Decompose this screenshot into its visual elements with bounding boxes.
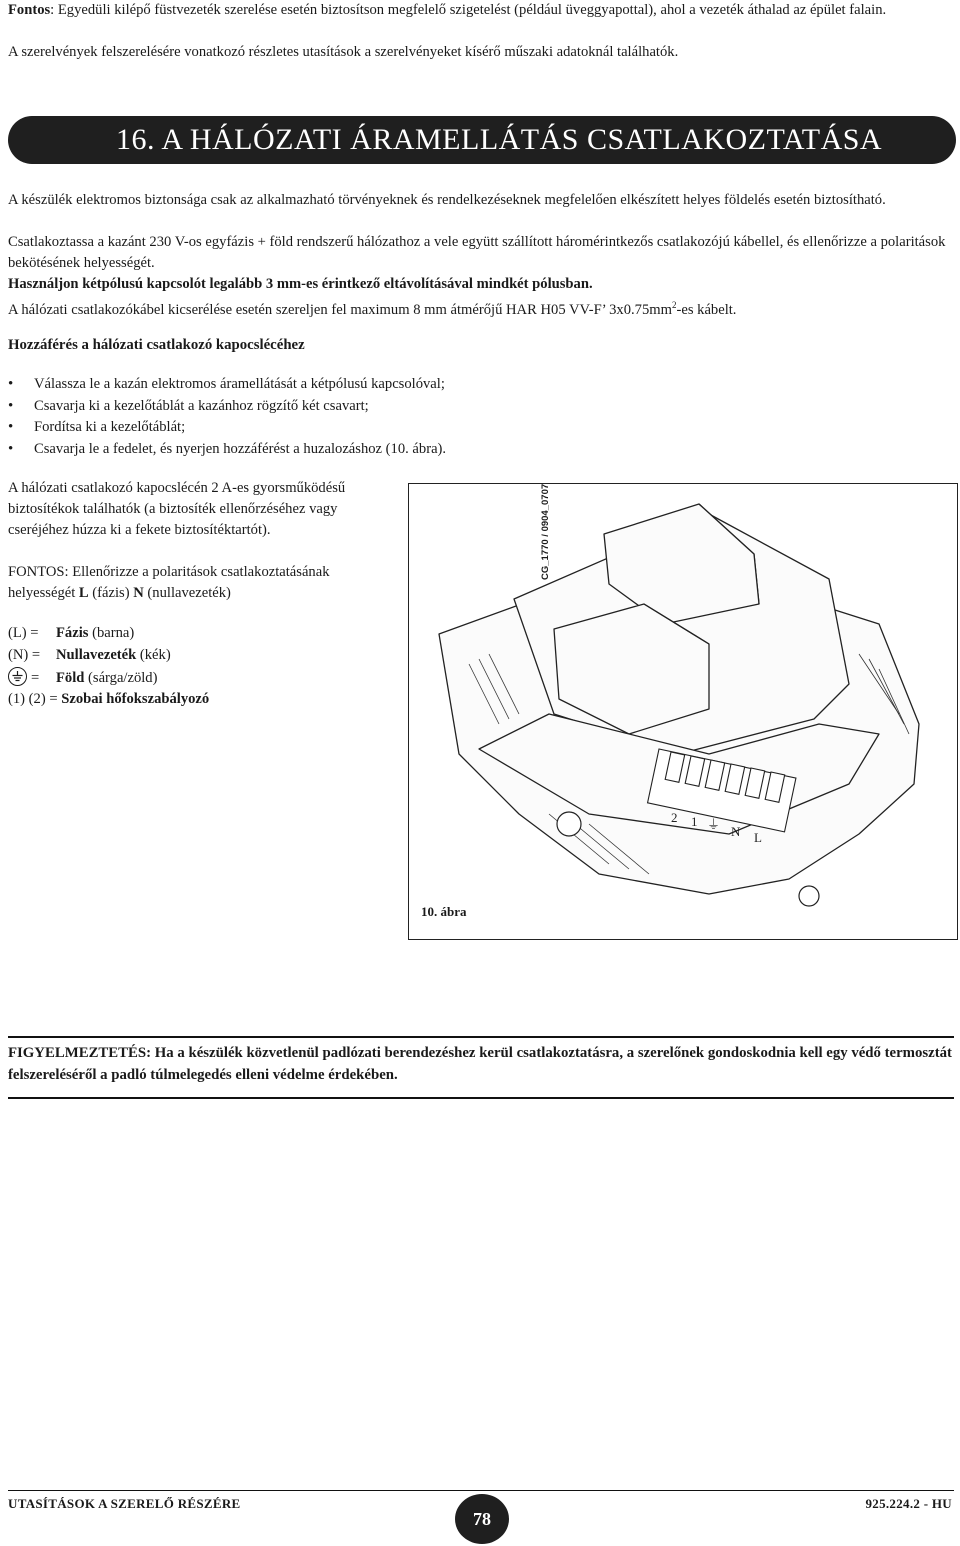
page-number: 78 xyxy=(455,1494,509,1544)
body-p3-bold: Használjon kétpólusú kapcsolót legalább 3 mm-es érintkező eltávolításával mindkét pólusban. xyxy=(8,276,593,292)
list-item: • Válassza le a kazán elektromos áramellátását a kétpólusú kapcsolóval; xyxy=(8,374,446,396)
important-note xyxy=(8,562,398,604)
warning-text: Ha a készülék közvetlenül padlózati berendezéshez kerül csatlakoztatásra, a szerelőnek gondoskodnia kell egy védő termosztát felszereléséről a padló túlmelegedés elleni védelme érdekében. xyxy=(8,1045,952,1083)
figure-code: CG_1770 / 0904_0707 xyxy=(540,483,551,580)
legend-key: (1) (2) = xyxy=(8,691,58,707)
list-item: • Csavarja le a fedelet, és nyerjen hozzáférést a huzalozáshoz (10. ábra). xyxy=(8,439,446,461)
important-label: FONTOS: xyxy=(8,564,69,580)
terminal-box-drawing xyxy=(409,484,957,939)
terminal-label: 2 xyxy=(671,810,678,825)
legend-term: Nullavezeték xyxy=(56,647,137,663)
warning-rule-top xyxy=(8,1036,954,1038)
legend-desc: (sárga/zöld) xyxy=(84,670,158,686)
legend-earth xyxy=(8,667,157,689)
intro-bold: Fontos xyxy=(8,2,51,18)
intro-paragraph xyxy=(8,0,952,21)
intro-text: : Egyedüli kilépő füstvezeték szerelése esetén biztosítson megfelelő szigetelést (például üveggyapottal), ahol a vezeték áthalad az épület falain. xyxy=(50,2,887,18)
body-p4 xyxy=(8,295,952,321)
important-text-c: (nullavezeték) xyxy=(143,585,231,601)
body-p4-a: A hálózati csatlakozókábel kicserélése esetén szereljen fel maximum 8 mm átmérőjű HAR H05 VV-F’ 3x0.75mm xyxy=(8,301,672,318)
section-title: 16. A HÁLÓZATI ÁRAMELLÁTÁS CSATLAKOZTATÁSA xyxy=(116,123,883,156)
legend-key-text: = xyxy=(31,670,40,686)
legend-desc: (barna) xyxy=(88,625,135,641)
body-p3 xyxy=(8,274,952,295)
list-item: • Fordítsa ki a kezelőtáblát; xyxy=(8,417,446,439)
access-heading: Hozzáférés a hálózati csatlakozó kapocslécéhez xyxy=(8,337,305,353)
terminal-label: N xyxy=(731,824,741,839)
legend-term: Szobai hőfokszabályozó xyxy=(61,691,210,707)
legend-key: (L) = xyxy=(8,625,39,641)
legend-key xyxy=(8,667,56,689)
legend-key: (N) = xyxy=(8,647,41,663)
footer-rule xyxy=(8,1490,954,1491)
body-p1: A készülék elektromos biztonsága csak az alkalmazható törvényeknek és rendelkezéseknek megfelelően elkészített helyes földelés esetén biztosítható. xyxy=(8,192,886,208)
legend-thermostat xyxy=(8,689,209,710)
neutral-letter: N xyxy=(133,585,144,601)
terminal-label: ⏚ xyxy=(707,817,721,832)
warning-rule-bottom xyxy=(8,1097,954,1099)
footer-right: 925.224.2 - HU xyxy=(865,1496,952,1511)
figure-10 xyxy=(408,483,958,940)
legend-desc: (kék) xyxy=(136,647,171,663)
body-p4-sup: 2 xyxy=(671,300,677,310)
body-p2: Csatlakoztassa a kazánt 230 V-os egyfázis + föld rendszerű hálózathoz a vele együtt szállított háromérintkezős csatlakozójú kábellel, és ellenőrizze a polaritások bekötésének helyességét. xyxy=(8,234,946,271)
body-p4-b: -es kábelt. xyxy=(676,301,737,318)
legend-term: Föld xyxy=(56,670,85,686)
legend-phase xyxy=(8,623,134,644)
warning-label: FIGYELMEZTETÉS: xyxy=(8,1045,152,1061)
terminal-label: 1 xyxy=(691,814,698,829)
important-text-b: (fázis) xyxy=(88,585,134,601)
figure-caption: 10. ábra xyxy=(421,904,467,919)
terminal-label: L xyxy=(754,830,762,845)
fuse-text: A hálózati csatlakozó kapocslécén 2 A-es gyorsműködésű biztosítékok találhatók (a biztosíték ellenőrzéséhez vagy cseréjéhez húzza ki a fekete biztosítéktartót). xyxy=(8,480,346,538)
access-steps xyxy=(8,374,446,460)
warning-box xyxy=(8,1042,958,1086)
legend-term: Fázis xyxy=(56,625,89,641)
important-text-a: Ellenőrizze a polaritások csatlakoztatásának helyességét xyxy=(8,564,330,601)
phase-letter: L xyxy=(78,585,89,601)
list-item: • Csavarja ki a kezelőtáblát a kazánhoz rögzítő két csavart; xyxy=(8,396,446,418)
intro-line-2: A szerelvények felszerelésére vonatkozó részletes utasítások a szerelvényeket kísérő műszaki adatoknál találhatók. xyxy=(8,44,679,60)
footer-left: UTASÍTÁSOK A SZERELŐ RÉSZÉRE xyxy=(8,1496,241,1511)
legend-neutral xyxy=(8,645,171,666)
earth-ground-icon xyxy=(8,667,27,686)
